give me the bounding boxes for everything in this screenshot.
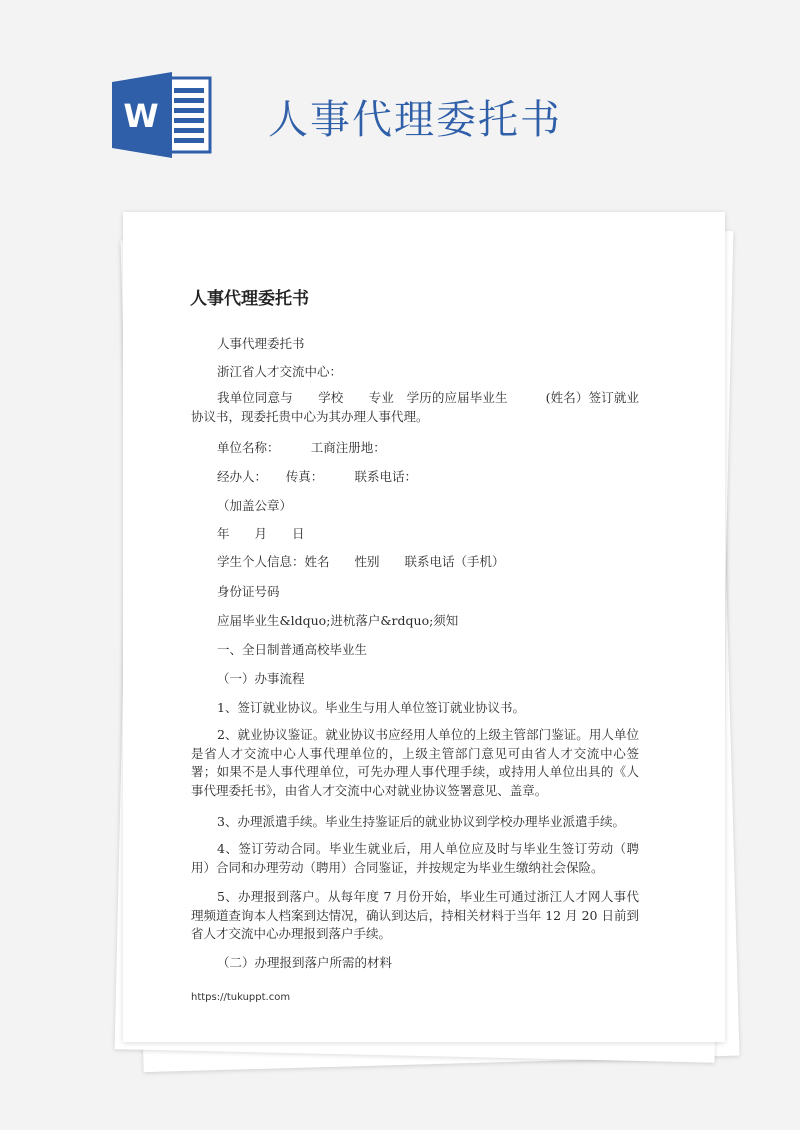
word-document-icon <box>112 72 212 158</box>
doc-line: 应届毕业生&ldquo;进杭落户&rdquo;须知 <box>217 613 459 628</box>
doc-line: 学生个人信息：姓名 性别 联系电话（手机） <box>217 554 505 569</box>
doc-line: 3、办理派遣手续。毕业生持鉴证后的就业协议到学校办理毕业派遣手续。 <box>217 814 625 829</box>
doc-line: （二）办理报到落户所需的材料 <box>217 955 393 970</box>
doc-line: 浙江省人才交流中心： <box>217 364 343 379</box>
document-body <box>123 212 725 1042</box>
doc-paragraph: 4、签订劳动合同。毕业生就业后，用人单位应及时与毕业生签订劳动（聘用）合同和办理劳动（聘用）合同鉴证，并按规定为毕业生缴纳社会保险。 <box>191 841 639 875</box>
footer-link[interactable]: https://tukuppt.com <box>191 992 291 1003</box>
doc-paragraph: 2、就业协议鉴证。就业协议书应经用人单位的上级主管部门鉴证。用人单位是省人才交流中心人事代理单位的，上级主管部门意见可由省人才交流中心签署；如果不是人事代理单位，可先办理人事代理手续，或持用人单位出具的《人事代理委托书》，由省人才交流中心对就业协议签署意见、盖章。 <box>191 727 639 799</box>
doc-paragraph: 我单位同意与 学校 专业 学历的应届毕业生 (姓名）签订就业协议书，现委托贵中心为其办理人事代理。 <box>191 390 639 424</box>
doc-line: 年 月 日 <box>217 526 305 541</box>
document-page <box>123 212 725 1042</box>
word-logo-letter: W <box>123 97 159 135</box>
doc-line: （一）办事流程 <box>217 671 305 686</box>
doc-line: 身份证号码 <box>217 584 280 599</box>
doc-line: 经办人： 传真： 联系电话： <box>217 469 418 484</box>
header-title: 人事代理委托书 <box>268 97 562 143</box>
doc-paragraph: 5、办理报到落户。从每年度 7 月份开始，毕业生可通过浙江人才网人事代理频道查询本人档案到达情况，确认到达后，持相关材料于当年 12 月 20 日前到省人才交流中心办理报到落户手续。 <box>191 889 639 942</box>
doc-line: 人事代理委托书 <box>217 336 305 351</box>
doc-line: 单位名称： 工商注册地： <box>217 440 386 455</box>
doc-line: 一、全日制普通高校毕业生 <box>217 642 368 657</box>
doc-line: （加盖公章） <box>217 498 293 513</box>
document-title: 人事代理委托书 <box>190 289 309 309</box>
doc-line: 1、签订就业协议。毕业生与用人单位签订就业协议书。 <box>217 700 525 715</box>
